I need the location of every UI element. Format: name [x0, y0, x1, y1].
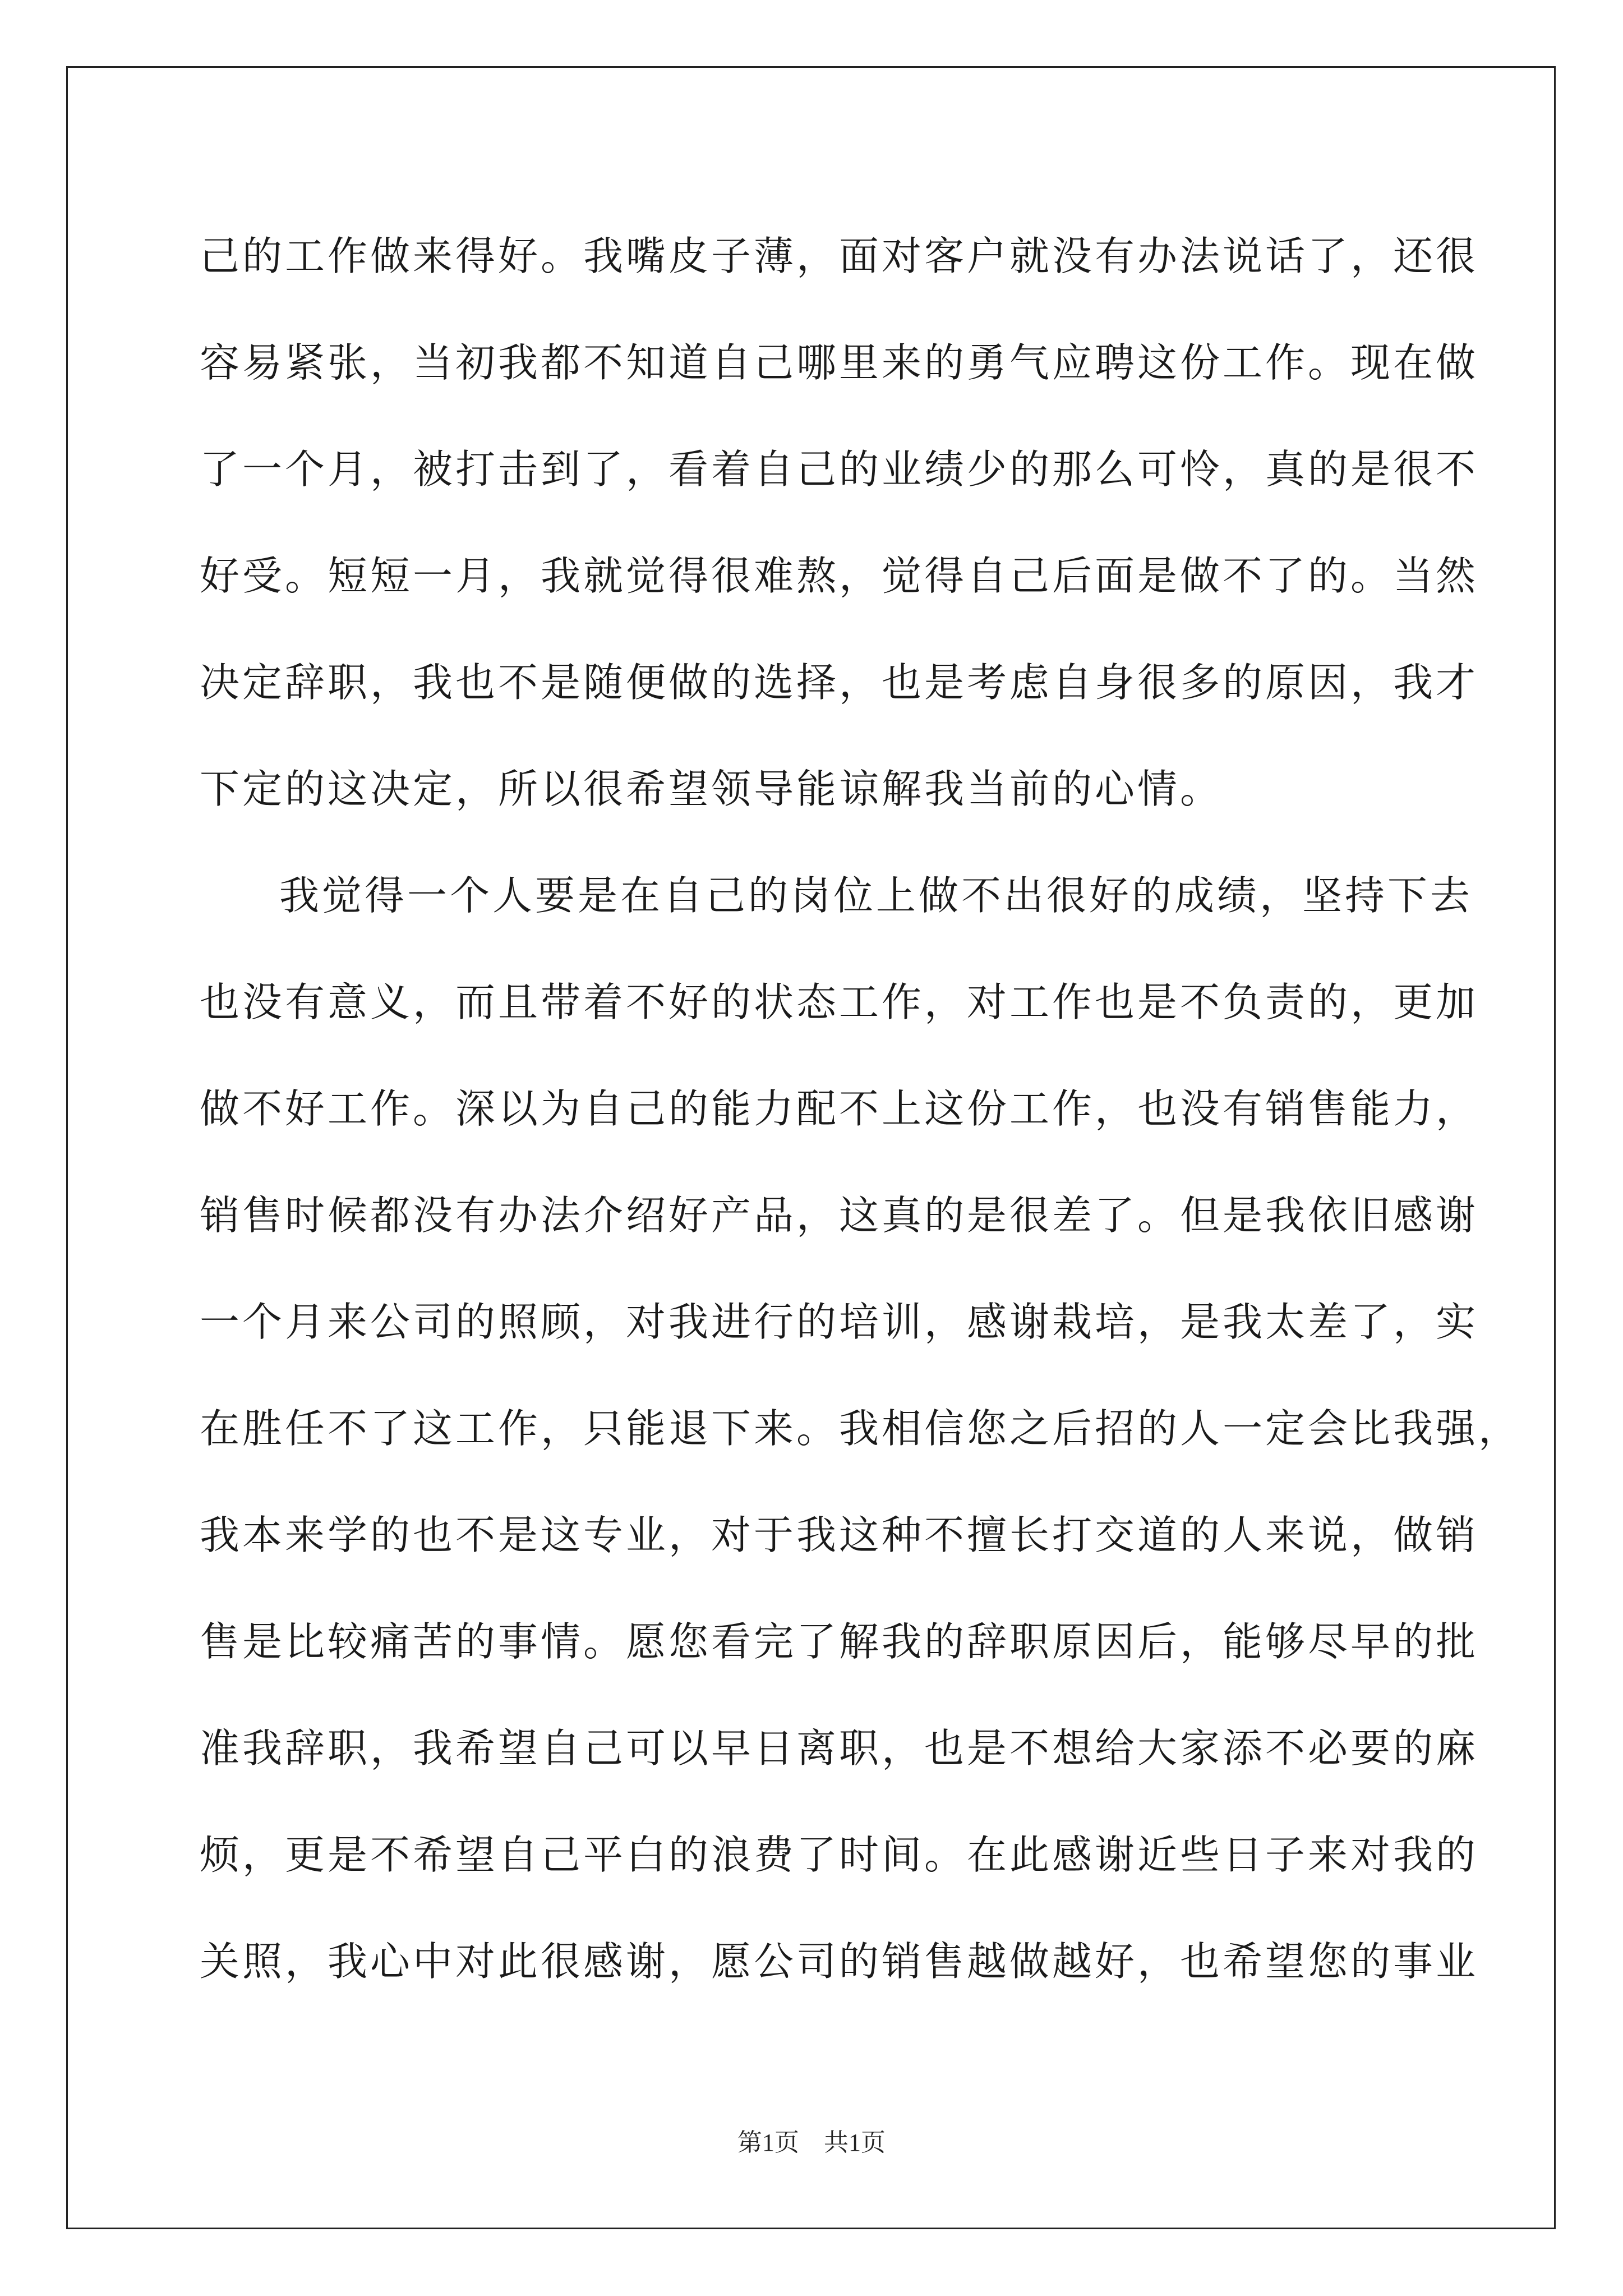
text-line: 也没有意义，而且带着不好的状态工作，对工作也是不负责的，更加	[200, 979, 1479, 1025]
page-footer	[0, 2126, 1623, 2160]
text-line: 售是比较痛苦的事情。愿您看完了解我的辞职原因后，能够尽早的批	[200, 1618, 1479, 1665]
text-line: 下定的这决定，所以很希望领导能谅解我当前的心情。	[200, 766, 1223, 812]
text-line: 好受。短短一月，我就觉得很难熬，觉得自己后面是做不了的。当然	[200, 553, 1479, 599]
text-line: 在胜任不了这工作，只能退下来。我相信您之后招的人一定会比我强，	[200, 1405, 1521, 1452]
text-line: 了一个月，被打击到了，看着自己的业绩少的那么可怜，真的是很不	[200, 446, 1479, 493]
text-line: 做不好工作。深以为自己的能力配不上这份工作，也没有销售能力，	[200, 1085, 1479, 1132]
text-line: 销售时候都没有办法介绍好产品，这真的是很差了。但是我依旧感谢	[200, 1192, 1479, 1239]
text-line: 容易紧张，当初我都不知道自己哪里来的勇气应聘这份工作。现在做	[200, 339, 1479, 386]
text-line: 烦，更是不希望自己平白的浪费了时间。在此感谢近些日子来对我的	[200, 1832, 1479, 1878]
page-total: 共1页	[824, 2129, 886, 2156]
paragraph-first-line: 我觉得一个人要是在自己的岗位上做不出很好的成绩，坚持下去	[279, 872, 1473, 919]
text-line: 准我辞职，我希望自己可以早日离职，也是不想给大家添不必要的麻	[200, 1725, 1479, 1772]
page-number: 第1页	[737, 2129, 799, 2156]
text-line: 一个月来公司的照顾，对我进行的培训，感谢栽培，是我太差了，实	[200, 1299, 1479, 1345]
text-line: 关照，我心中对此很感谢，愿公司的销售越做越好，也希望您的事业	[200, 1938, 1479, 1985]
text-line: 己的工作做来得好。我嘴皮子薄，面对客户就没有办法说话了，还很	[200, 233, 1479, 279]
document-body	[200, 203, 1521, 2015]
text-line: 决定辞职，我也不是随便做的选择，也是考虑自身很多的原因，我才	[200, 659, 1479, 706]
text-line: 我本来学的也不是这专业，对于我这种不擅长打交道的人来说，做销	[200, 1512, 1479, 1558]
